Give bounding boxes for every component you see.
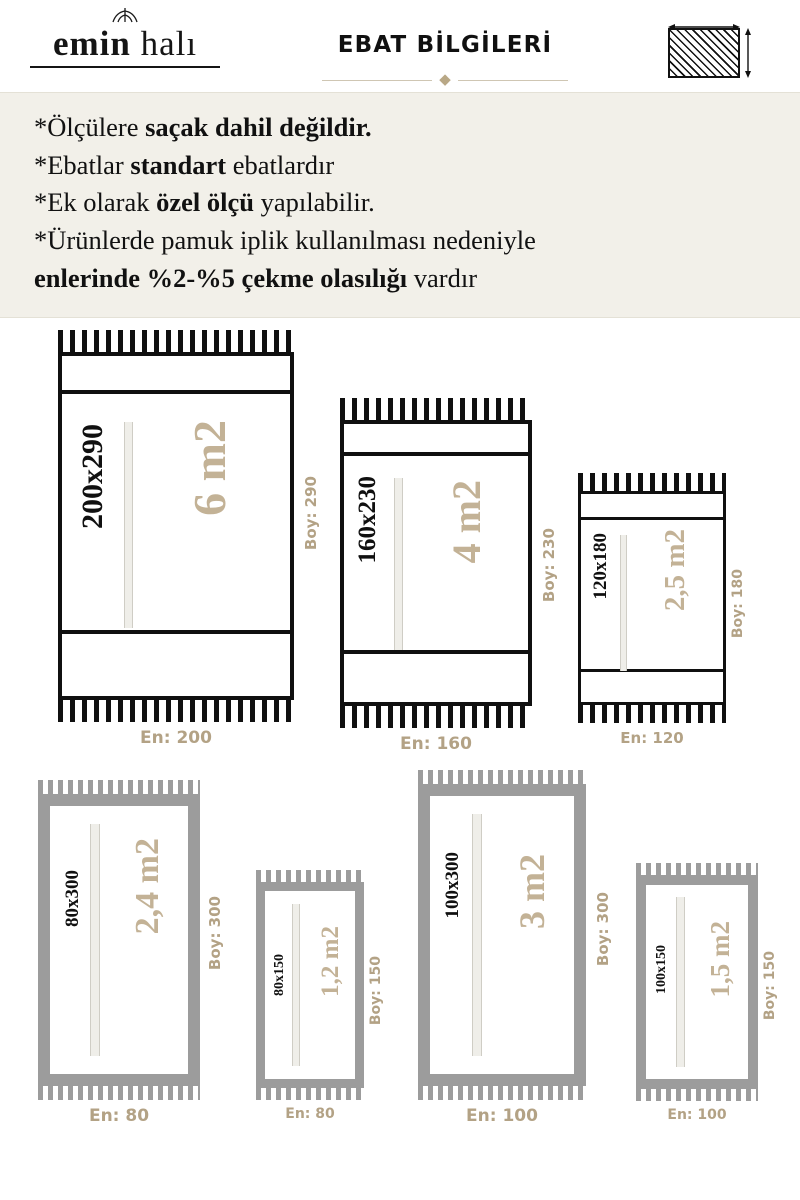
hatched-swatch [668, 28, 740, 78]
fringe-bottom-icon [418, 1086, 586, 1100]
page-header [0, 0, 800, 92]
rug-width-label: En: 80 [88, 1106, 150, 1127]
rug-width-label: En: 100 [466, 1106, 538, 1127]
rug-shape [578, 473, 726, 723]
fringe-top-icon [636, 863, 758, 875]
fringe-top-icon [256, 870, 364, 882]
rug-area-label: 2,5 m2 [659, 529, 691, 612]
scale-pole [90, 824, 100, 1056]
rug-width-label: En: 160 [400, 734, 472, 755]
rug-dimension-label: 160x230 [354, 476, 381, 564]
rug-dimension-label: 100x300 [442, 852, 463, 919]
rug-body [38, 794, 200, 1086]
fringe-bottom-icon [340, 706, 532, 728]
note-line-4: *Ürünlerde pamuk iplik kullanılması nedeniyle [34, 224, 536, 255]
rug-band [58, 630, 294, 634]
brand-underline [30, 66, 220, 68]
scale-pole [472, 814, 482, 1056]
fringe-bottom-icon [38, 1086, 200, 1100]
header-title-block [250, 10, 640, 88]
rug-length-label: Boy: 230 [540, 528, 558, 603]
rug-length-label: Boy: 290 [302, 476, 320, 551]
brand-wordmark-bold: emin [52, 24, 131, 63]
brand-wordmark [0, 24, 250, 64]
rug-shape [38, 780, 200, 1100]
scale-pole [676, 897, 685, 1067]
rug-shape [340, 398, 532, 728]
rug-120x180 [578, 473, 758, 748]
rug-dimension-label: 80x300 [62, 870, 83, 928]
note-line-5: enlerinde %2-%5 çekme olasılığı vardır [34, 262, 478, 293]
rug-dimension-label: 80x150 [272, 954, 287, 997]
fringe-top-icon [578, 473, 726, 491]
rug-area-label: 6 m2 [184, 420, 235, 516]
rug-160x230 [340, 398, 560, 755]
height-arrow-icon [744, 28, 752, 78]
rug-band [578, 669, 726, 672]
rug-80x150 [256, 870, 406, 1123]
rug-length-label: Boy: 300 [594, 892, 612, 967]
rug-band [58, 390, 294, 394]
fringe-bottom-icon [636, 1089, 758, 1101]
fringe-top-icon [58, 330, 294, 352]
rug-dimension-label: 120x180 [590, 533, 611, 600]
rug-shape [418, 770, 586, 1100]
page-title: EBAT BİLGİLERİ [337, 32, 553, 58]
fringe-top-icon [340, 398, 532, 420]
rug-size-diagrams [0, 318, 800, 1148]
rug-length-label: Boy: 150 [368, 956, 384, 1026]
rug-band [578, 517, 726, 520]
note-line-2: *Ebatlar standart ebatlardır [34, 149, 335, 180]
rug-dimension-label: 100x150 [654, 945, 669, 995]
rug-width-label: En: 100 [667, 1107, 727, 1124]
fringe-top-icon [38, 780, 200, 794]
rug-shape [58, 330, 294, 722]
brand-wordmark-light: halı [130, 24, 198, 63]
rug-width-label: En: 80 [285, 1106, 335, 1123]
fringe-bottom-icon [58, 700, 294, 722]
rug-200x290 [58, 330, 318, 750]
fringe-bottom-icon [256, 1088, 364, 1100]
scale-pole [620, 535, 627, 671]
rug-area-label: 3 m2 [512, 854, 552, 930]
rug-100x300 [418, 770, 628, 1127]
rug-80x300 [38, 780, 238, 1127]
rug-shape [256, 870, 364, 1100]
rug-area-label: 1,2 m2 [317, 926, 344, 997]
fringe-top-icon [418, 770, 586, 784]
rug-dimension-label: 200x290 [76, 424, 109, 530]
rug-body [418, 784, 586, 1086]
scale-pole [394, 478, 403, 650]
width-arrow-icon [668, 18, 740, 26]
note-line-3: *Ek olarak özel ölçü yapılabilir. [34, 187, 375, 218]
rug-area-label: 1,5 m2 [705, 921, 735, 998]
scale-pole [292, 904, 300, 1066]
brand-ornament-icon [0, 6, 250, 30]
rug-length-label: Boy: 300 [206, 896, 224, 971]
rug-length-label: Boy: 150 [762, 951, 778, 1021]
note-line-1: *Ölçülere saçak dahil değildir. [34, 112, 372, 142]
scale-pole [124, 422, 133, 628]
diamond-divider-icon: ◆ [250, 70, 640, 88]
rug-area-label: 2,4 m2 [129, 838, 166, 935]
rug-band [340, 452, 532, 456]
rug-band [340, 650, 532, 654]
rug-100x150 [636, 863, 796, 1123]
size-swatch-icon [640, 10, 800, 90]
notes-block [0, 92, 800, 318]
fringe-bottom-icon [578, 705, 726, 723]
brand-logo [0, 10, 250, 68]
rug-width-label: En: 200 [140, 728, 212, 749]
rug-width-label: En: 120 [620, 729, 684, 748]
rug-length-label: Boy: 180 [730, 569, 746, 639]
rug-area-label: 4 m2 [444, 480, 489, 564]
rug-shape [636, 863, 758, 1101]
